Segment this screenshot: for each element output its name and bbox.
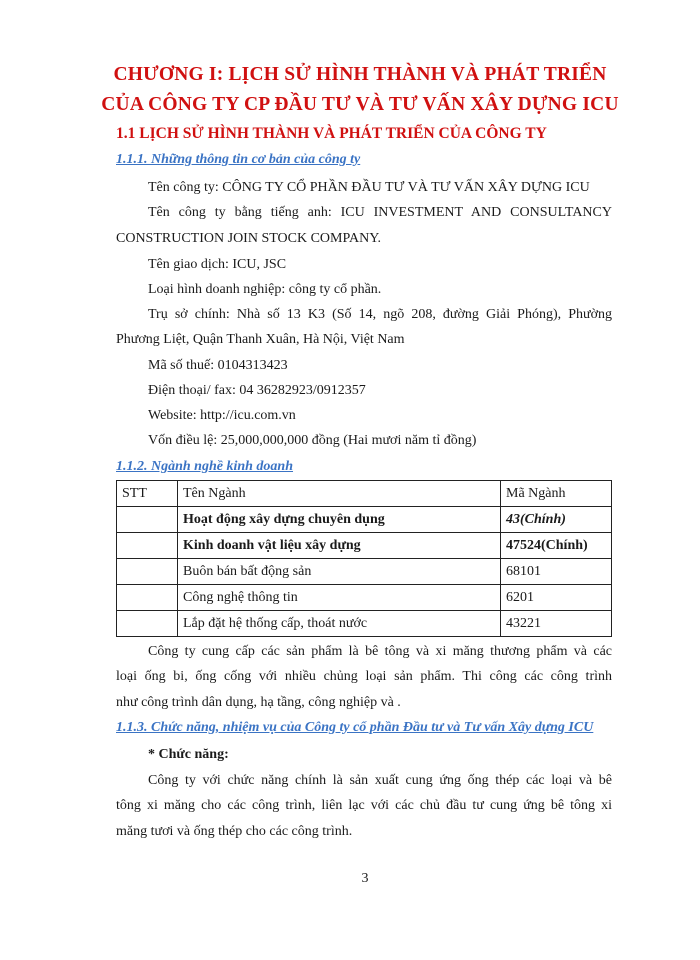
headquarters-line-1: Trụ sở chính: Nhà số 13 K3 (Số 14, ngõ 208, đường Giải Phóng), Phường bbox=[148, 307, 612, 322]
cell-stt bbox=[117, 507, 178, 533]
cell-name: Buôn bán bất động sản bbox=[178, 559, 501, 585]
company-name-line: Tên công ty: CÔNG TY CỔ PHẦN ĐẦU TƯ VÀ TƯ VẤN XÂY DỰNG ICU bbox=[148, 180, 590, 195]
cell-code: 43221 bbox=[501, 611, 612, 637]
business-type-line: Loại hình doanh nghiệp: công ty cổ phần. bbox=[148, 282, 382, 297]
tax-code-line: Mã số thuế: 0104313423 bbox=[148, 358, 288, 373]
english-name-line-1: Tên công ty bằng tiếng anh: ICU INVESTMENT AND CONSULTANCY bbox=[148, 205, 612, 220]
header-code: Mã Ngành bbox=[501, 481, 612, 507]
section-title: 1.1 LỊCH SỬ HÌNH THÀNH VÀ PHÁT TRIỂN CỦA CÔNG TY bbox=[116, 125, 547, 142]
functions-paragraph-line-1: Công ty với chức năng chính là sản xuất cung ứng ống thép các loại và bê bbox=[148, 773, 612, 788]
functions-paragraph-line-2: tông xi măng cho các công trình, liên lạc với các chủ đầu tư cung ứng bê tông xi bbox=[116, 798, 612, 813]
trade-name-line: Tên giao dịch: ICU, JSC bbox=[148, 257, 287, 272]
chapter-title-line-1: CHƯƠNG I: LỊCH SỬ HÌNH THÀNH VÀ PHÁT TRIỂN bbox=[113, 64, 607, 85]
cell-stt bbox=[117, 533, 178, 559]
cell-code: 43(Chính) bbox=[501, 507, 612, 533]
cell-code: 47524(Chính) bbox=[501, 533, 612, 559]
cell-code: 6201 bbox=[501, 585, 612, 611]
subsection-heading-business: 1.1.2. Ngành nghề kinh doanh bbox=[116, 459, 294, 474]
business-lines-table bbox=[116, 480, 612, 637]
table-row bbox=[117, 533, 612, 559]
table-row bbox=[117, 559, 612, 585]
charter-capital-line: Vốn điều lệ: 25,000,000,000 đồng (Hai mươi năm tỉ đồng) bbox=[148, 433, 477, 448]
header-stt: STT bbox=[117, 481, 178, 507]
website-line: Website: http://icu.com.vn bbox=[148, 408, 296, 423]
table-row bbox=[117, 611, 612, 637]
english-name-line-2: CONSTRUCTION JOIN STOCK COMPANY. bbox=[116, 231, 382, 246]
header-name: Tên Ngành bbox=[178, 481, 501, 507]
cell-stt bbox=[117, 611, 178, 637]
business-paragraph-line-3: như công trình dân dụng, hạ tầng, công nghiệp và . bbox=[116, 695, 401, 710]
cell-stt bbox=[117, 585, 178, 611]
business-paragraph-line-1: Công ty cung cấp các sản phẩm là bê tông và xi măng thương phẩm và các bbox=[148, 644, 612, 659]
subsection-heading-functions: 1.1.3. Chức năng, nhiệm vụ của Công ty cổ phần Đầu tư và Tư vấn Xây dựng ICU bbox=[116, 720, 594, 735]
headquarters-line-2: Phương Liệt, Quận Thanh Xuân, Hà Nội, Việt Nam bbox=[116, 332, 405, 347]
cell-name: Công nghệ thông tin bbox=[178, 585, 501, 611]
table-row bbox=[117, 585, 612, 611]
business-paragraph-line-2: loại ống bi, ống cống với nhiều chủng loại sản phẩm. Thi công các công trình bbox=[116, 669, 612, 684]
cell-name: Lắp đặt hệ thống cấp, thoát nước bbox=[178, 611, 501, 637]
functions-label: * Chức năng: bbox=[148, 747, 229, 762]
subsection-heading-basic-info: 1.1.1. Những thông tin cơ bản của công ty bbox=[116, 152, 361, 167]
cell-code: 68101 bbox=[501, 559, 612, 585]
table-row bbox=[117, 507, 612, 533]
page-number: 3 bbox=[361, 871, 369, 886]
cell-stt bbox=[117, 559, 178, 585]
chapter-title-line-2: CỦA CÔNG TY CP ĐẦU TƯ VÀ TƯ VẤN XÂY DỰNG ICU bbox=[101, 94, 619, 115]
phone-fax-line: Điện thoại/ fax: 04 36282923/0912357 bbox=[148, 383, 366, 398]
cell-name: Kinh doanh vật liệu xây dựng bbox=[178, 533, 501, 559]
table-header-row bbox=[117, 481, 612, 507]
functions-paragraph-line-3: măng tươi và ống thép cho các công trình. bbox=[116, 824, 353, 839]
cell-name: Hoạt động xây dựng chuyên dụng bbox=[178, 507, 501, 533]
